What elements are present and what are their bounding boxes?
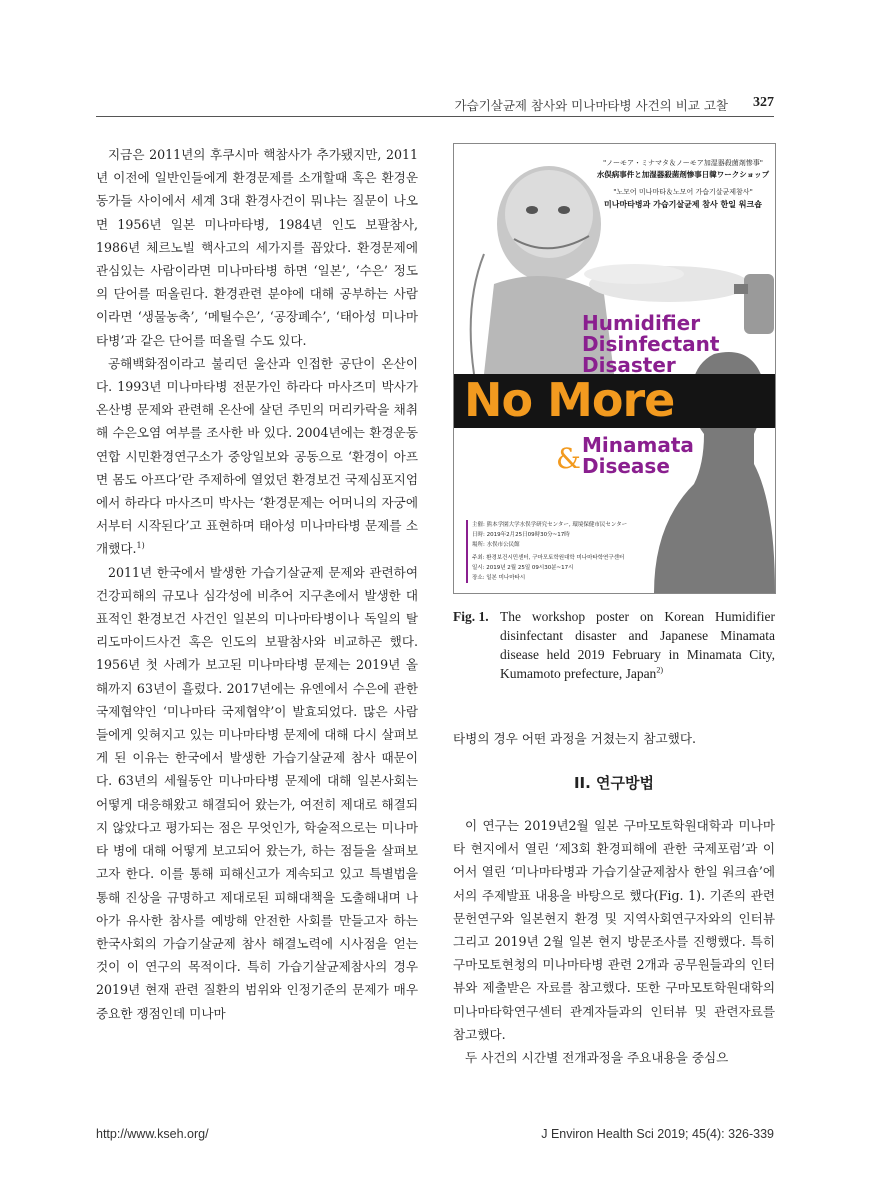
left-column: [96, 143, 418, 1025]
paragraph-1: 지금은 2011년의 후쿠시마 핵참사가 추가됐지만, 2011년 이전에 일반인들에게 환경문제를 소개할때 혹은 환경운동가들 사이에서 세계 3대 환경사건이 뭐냐는 질문이 나오면 1956년 일본 미나마타병, 1984년 인도 보팔참사, 1986년 체르노빌 핵사고의 세가지를 꼽았다. 환경문제에 관심있는 사람이라면 미나마타병 하면 ‘일본’, ‘수은’ 정도의 단어를 떠올린다. 환경관련 분야에 대해 공부하는 사람이라면 ‘생물농축’, ‘메틸수은’, ‘공장폐수’, ‘태아성 미나마타병’과 같은 단어를 떠올릴 수도 있다.: [96, 147, 418, 348]
reference-1[interactable]: 1): [136, 541, 145, 551]
page-number: 327: [753, 95, 774, 110]
figure-caption: [453, 607, 775, 683]
poster-info-kr-1: 주최: 환경보건시민센터, 구마모토학원대학 미나마타학연구센터: [472, 555, 625, 561]
poster-banner-no-more: No More: [464, 373, 675, 427]
page-header: [96, 96, 774, 117]
poster-jp-title-1: "ノーモア・ミナマタ＆ノーモア加湿器殺菌剤惨事": [602, 159, 764, 167]
poster-info-kr-2: 일시: 2019년 2월 25일 09시30분~17시: [472, 565, 574, 571]
footer-url[interactable]: http://www.kseh.org/: [96, 1127, 209, 1141]
methods-paragraph-2: 두 사건의 시간별 전개과정을 주요내용을 중심으: [465, 1050, 729, 1066]
workshop-poster: [453, 143, 776, 594]
poster-info-jp-2: 日時: 2019年2月25日09時30分~17時: [472, 532, 570, 538]
footer-journal: J Environ Health Sci 2019; 45(4): 326-339: [541, 1127, 774, 1141]
running-title: 가습기살균제 참사와 미나마타병 사건의 비교 고찰: [454, 98, 728, 113]
paragraph-2: [96, 352, 418, 561]
mist-spray: [584, 264, 749, 302]
figure-caption-text: The workshop poster on Korean Humidifier disinfectant disaster and Japanese Minamata disease held 2019 February in Minamata City, Kumamoto prefecture, Japan: [500, 609, 775, 681]
reference-2[interactable]: 2): [656, 665, 663, 675]
continuation-line: 타병의 경우 어떤 과정을 거쳤는지 참고했다.: [453, 731, 696, 746]
poster-line-disease: Disease: [582, 454, 670, 478]
figure-label: Fig. 1.: [453, 609, 489, 624]
poster-info-block: [466, 520, 652, 583]
poster-line-humidifier: Humidifier: [582, 311, 701, 335]
poster-line-disaster: Disaster: [582, 353, 676, 377]
right-column: [453, 814, 775, 1069]
section-title: II. 연구방법: [573, 774, 655, 792]
paragraph-2-text: 공해백화점이라고 불리던 울산과 인접한 공단이 온산이다. 1993년 미나마타병 전문가인 하라다 마사즈미 박사가 온산병 문제와 관련해 온산에 살던 주민의 머리카락을 채취해 수은오염 여부를 조사한 바 있다. 2004년에는 환경운동연합 시민환경연구소가 중앙일보와 공동으로 ‘환경이 아프면 몸도 아프다’란 주제하에 열었던 환경보건 국제심포지엄에서 하라다 마사즈미 박사는 ‘환경문제는 어머니의 자궁에서부터 시작된다’고 표현하며 태아성 미나마타병 문제를 소개했다.: [96, 355, 418, 557]
poster-kr-title-1: "노모어 미나마타＆노모어 가습기살균제참사": [613, 188, 753, 196]
figure-caption-text-block: [500, 607, 775, 683]
poster-info-jp-3: 場所: 水俣市公民館: [472, 542, 520, 548]
paragraph-3: 2011년 한국에서 발생한 가습기살균제 문제와 관련하여 건강피해의 규모나 심각성에 비추어 지구촌에서 발생한 대표적인 환경보건 사건인 일본의 미나마타병이나 독일의 탈리도마이드사건 혹은 인도의 보팔참사와 비교하곤 했다. 1956년 첫 사례가 보고된 미나마타병 문제는 2019년 올해까지 63년이 흘렀다. 2017년에는 유엔에서 수은에 관한 국제협약인 ‘미나마타 국제협약’이 발효되었다. 많은 사람들에게 잊혀지고 있는 미나마타병 문제에 대해 다시 살펴보게 된 이유는 한국에서 발생한 가습기살균제 참사 때문이다. 63년의 세월동안 미나마타병 문제에 대해 일본사회는 어떻게 대응해왔고 해결되어 왔는가, 여전히 제대로 해결되지 않았다고 평가되는 점은 무엇인가, 학술적으로는 미나마타 병에 대해 어떻게 보고되어 왔는가, 하는 점들을 살펴보고자 한다. 이를 통해 피해신고가 계속되고 있고 특별법을 통해 진상을 규명하고 제대로된 피해대책을 도출해내며 나아가 유사한 참사를 예방해 안전한 사회를 만들고자 하는 한국사회의 가습기살균제 참사 해결노력에 시사점을 얻는 것이 이 연구의 목적이다. 특히 가습기살균제참사의 경우 2019년 현재 관련 질환의 범위와 인정기준의 문제가 매우 중요한 쟁점인데 미나마: [96, 564, 418, 1021]
poster-line-minamata: Minamata: [582, 433, 694, 457]
poster-kr-title-2: 미나마타병과 가습기살균제 참사 한일 워크숍: [604, 200, 762, 209]
poster-info-jp-1: 主催: 熊本学園大学水俣学研究センター, 環境保健市民センター: [472, 522, 628, 528]
poster-jp-title-2: 水俣病事件と加湿器殺菌剤惨事日韓ワークショップ: [596, 170, 770, 179]
poster-line-disinfectant: Disinfectant: [582, 332, 720, 356]
poster-ampersand: &: [556, 442, 581, 475]
methods-paragraph-1: 이 연구는 2019년2월 일본 구마모토학원대학과 미나마타 현지에서 열린 ‘제3회 환경피해에 관한 국제포럼’과 이어서 열린 ‘미나마타병과 가습기살균제참사 한일 워크숍’에서의 주제발표 내용을 바탕으로 했다(Fig. 1). 기존의 관련 문헌연구와 일본현지 환경 및 지역사회연구자와의 인터뷰 그리고 2019년 2월 일본 현지 방문조사를 진행했다. 특히 구마모토현청의 미나마타병 관련 2개과 공무원들과의 인터뷰와 제출받은 자료를 참고했다. 또한 구마모토학원대학의 미나마타학연구센터 관계자들과의 인터뷰 및 관련자료를 참고했다.: [453, 818, 775, 1042]
poster-info-kr-3: 장소: 일본 미나마타시: [472, 575, 526, 581]
